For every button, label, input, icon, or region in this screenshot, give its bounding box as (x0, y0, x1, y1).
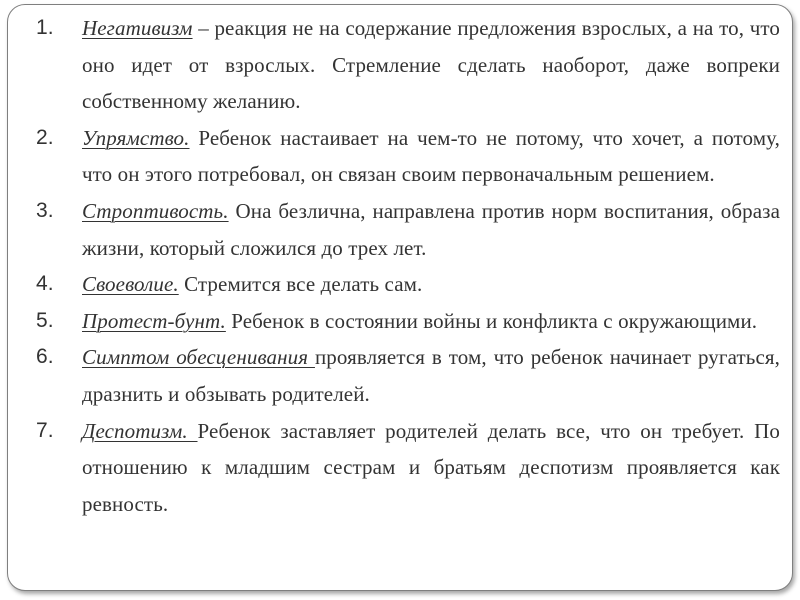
list-item-despotism (36, 413, 780, 523)
item-term: Протест-бунт. (82, 308, 226, 333)
item-number: 3. (36, 198, 54, 222)
item-term: Деспотизм. (82, 418, 198, 443)
item-number: 2. (36, 125, 54, 149)
item-text: проявляется в том, что ребенок начинает ругаться, дразнить и обзывать родителей. (82, 345, 780, 406)
item-term: Симптом обесценивания (82, 345, 315, 370)
item-text: Стремится все делать сам. (178, 272, 423, 297)
item-text: – реакция не на содержание предложения взрослых, а на то, что оно идет от взрослых. Стремление сделать наоборот, даже вопреки собственному желанию. (82, 16, 780, 114)
item-text: Ребенок заставляет родителей делать все, что он требует. По отношению к младшим сестрам и братьям деспотизм проявляется как ревность. (82, 418, 780, 516)
item-term: Упрямство. (82, 125, 190, 150)
item-term: Строптивость. (82, 198, 229, 223)
list-item-devaluation (36, 339, 780, 412)
item-number: 1. (36, 16, 54, 39)
item-text: Она безлична, направлена против норм воспитания, образа жизни, который сложился до трех лет. (82, 198, 780, 260)
item-number: 6. (36, 345, 54, 369)
item-number: 5. (36, 308, 54, 332)
list-item-stubbornness (36, 120, 780, 193)
crisis-symptoms-list (36, 10, 780, 522)
item-text: Ребенок в состоянии войны и конфликта с окружающими. (225, 308, 758, 333)
item-number: 7. (36, 418, 54, 442)
item-term: Своеволие. (82, 272, 179, 297)
list-item-negativism (36, 10, 780, 120)
list-item-protest-riot (36, 303, 780, 340)
list-item-obstinacy (36, 193, 780, 266)
item-term: Негативизм (82, 16, 193, 40)
list-item-self-will (36, 266, 780, 303)
item-text: Ребенок настаивает на чем-то не потому, что хочет, а потому, что он этого потребовал, он связан своим первоначальным решением. (82, 125, 780, 187)
item-number: 4. (36, 272, 54, 296)
